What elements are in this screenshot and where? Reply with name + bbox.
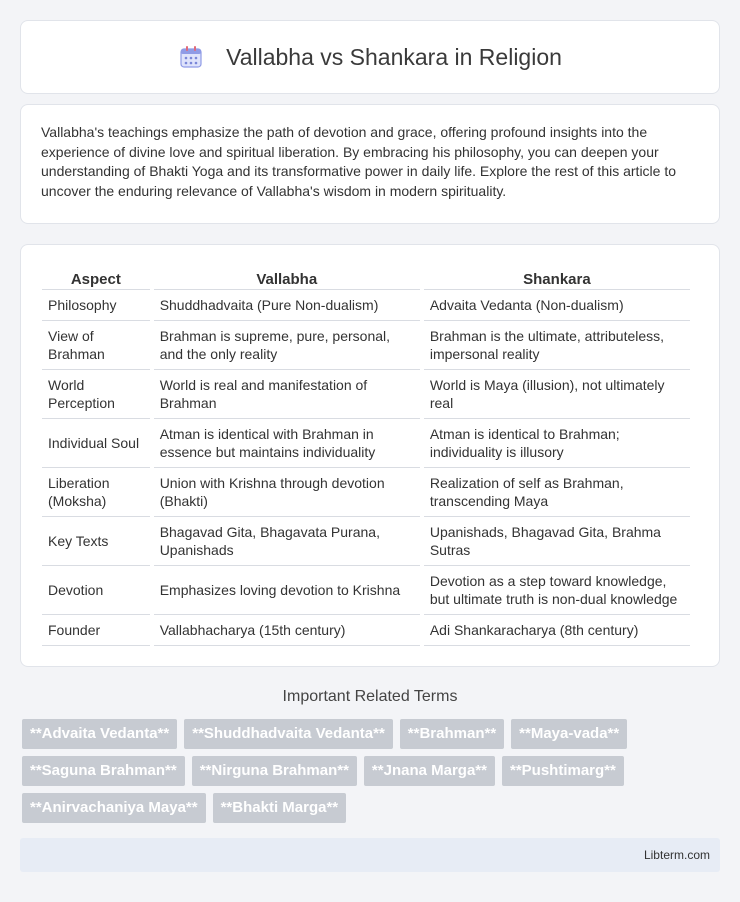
related-term-tag[interactable]: **Anirvachaniya Maya** xyxy=(22,793,206,823)
table-cell: Philosophy xyxy=(42,290,150,321)
table-cell: Founder xyxy=(42,615,150,646)
related-terms-title: Important Related Terms xyxy=(282,688,458,705)
column-header: Vallabha xyxy=(154,265,420,290)
related-term-tag[interactable]: **Bhakti Marga** xyxy=(213,793,347,823)
related-term-tag[interactable]: **Advaita Vedanta** xyxy=(22,719,177,749)
table-row xyxy=(42,419,690,468)
table-row xyxy=(42,290,690,321)
table-row xyxy=(42,468,690,517)
table-header-row xyxy=(42,265,690,290)
table-cell: Key Texts xyxy=(42,517,150,566)
table-cell: Liberation (Moksha) xyxy=(42,468,150,517)
table-cell: Atman is identical to Brahman; individuality is illusory xyxy=(424,419,690,468)
table-cell: Emphasizes loving devotion to Krishna xyxy=(154,566,420,615)
table-cell: Bhagavad Gita, Bhagavata Purana, Upanishads xyxy=(154,517,420,566)
related-term-tag[interactable]: **Jnana Marga** xyxy=(364,756,495,786)
related-term-tag[interactable]: **Maya-vada** xyxy=(511,719,627,749)
column-header: Aspect xyxy=(42,265,150,290)
table-row xyxy=(42,321,690,370)
table-cell: Brahman is the ultimate, attributeless, impersonal reality xyxy=(424,321,690,370)
table-cell: World is Maya (illusion), not ultimately real xyxy=(424,370,690,419)
table-cell: Advaita Vedanta (Non-dualism) xyxy=(424,290,690,321)
table-cell: Atman is identical with Brahman in essence but maintains individuality xyxy=(154,419,420,468)
comparison-table xyxy=(38,265,694,646)
table-cell: Shuddhadvaita (Pure Non-dualism) xyxy=(154,290,420,321)
table-cell: Vallabhacharya (15th century) xyxy=(154,615,420,646)
column-header: Shankara xyxy=(424,265,690,290)
table-row xyxy=(42,566,690,615)
table-cell: Devotion as a step toward knowledge, but ultimate truth is non-dual knowledge xyxy=(424,566,690,615)
table-row xyxy=(42,370,690,419)
table-cell: World Perception xyxy=(42,370,150,419)
page-title: Vallabha vs Shankara in Religion xyxy=(226,43,562,70)
table-cell: Individual Soul xyxy=(42,419,150,468)
comparison-card xyxy=(20,244,720,667)
table-cell: Realization of self as Brahman, transcending Maya xyxy=(424,468,690,517)
table-cell: View of Brahman xyxy=(42,321,150,370)
related-term-tag[interactable]: **Nirguna Brahman** xyxy=(192,756,357,786)
table-row xyxy=(42,517,690,566)
table-cell: Brahman is supreme, pure, personal, and the only reality xyxy=(154,321,420,370)
table-cell: Adi Shankaracharya (8th century) xyxy=(424,615,690,646)
related-terms-list xyxy=(22,719,722,830)
table-cell: Devotion xyxy=(42,566,150,615)
table-row xyxy=(42,615,690,646)
related-term-tag[interactable]: **Brahman** xyxy=(400,719,504,749)
related-term-tag[interactable]: **Saguna Brahman** xyxy=(22,756,185,786)
footer-site-link[interactable]: Libterm.com xyxy=(643,848,710,862)
related-term-tag[interactable]: **Shuddhadvaita Vedanta** xyxy=(184,719,393,749)
intro-card xyxy=(20,104,720,224)
table-cell: Union with Krishna through devotion (Bhakti) xyxy=(154,468,420,517)
related-term-tag[interactable]: **Pushtimarg** xyxy=(502,756,624,786)
table-cell: World is real and manifestation of Brahman xyxy=(154,370,420,419)
calendar-icon xyxy=(178,44,204,70)
table-cell: Upanishads, Bhagavad Gita, Brahma Sutras xyxy=(424,517,690,566)
intro-text: Vallabha's teachings emphasize the path of devotion and grace, offering profound insights into the experience of divine love and spiritual liberation. By embracing his philosophy, you can deepen your understanding of Bhakti Yoga and its transformative power in daily life. Explore the rest of this article to uncover the enduring relevance of Vallabha's wisdom in modern spirituality. xyxy=(41,124,677,199)
footer xyxy=(20,838,720,872)
title-card xyxy=(20,20,720,94)
